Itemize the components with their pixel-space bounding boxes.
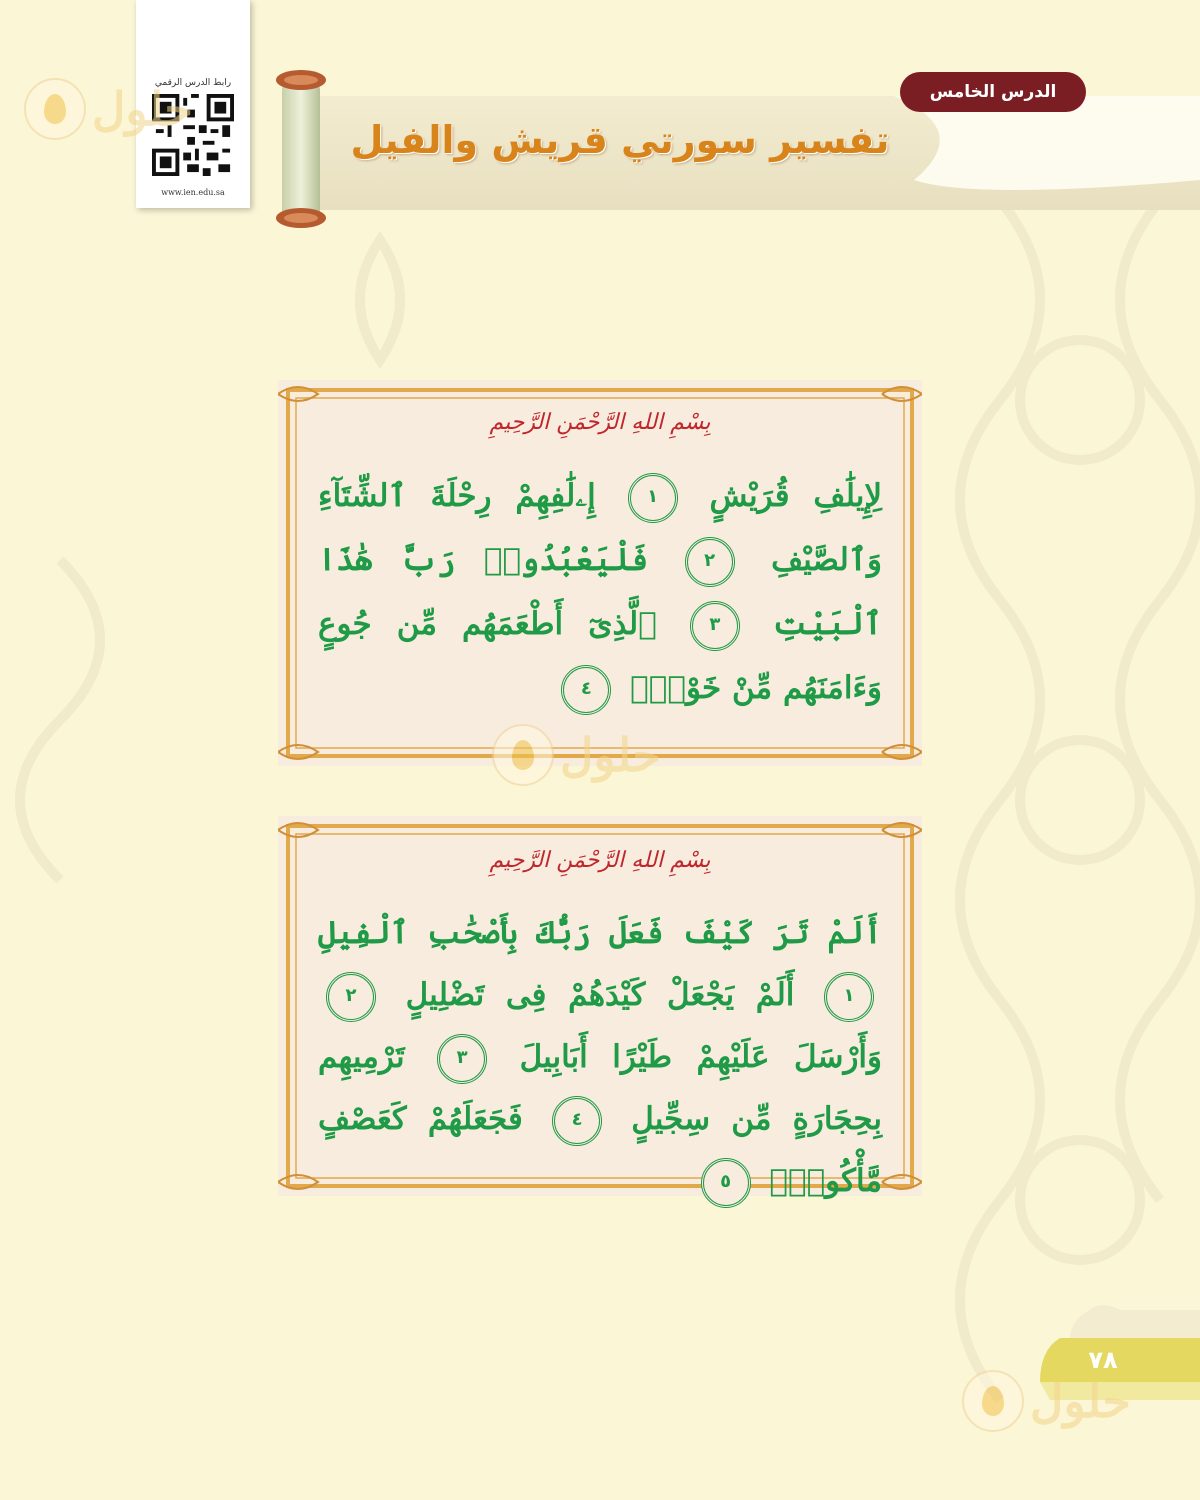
verse-text: فَلْيَعْبُدُوا۟ رَبَّ هَٰذَا ٱلْبَيْتِ: [318, 542, 882, 642]
qr-url: www.ien.edu.sa: [161, 188, 225, 197]
basmala: بِسْمِ اللهِ الرَّحْمَنِ الرَّحِيمِ: [489, 410, 711, 435]
watermark-logo: [492, 724, 661, 786]
verse-number: ٤: [552, 1096, 602, 1146]
verse-number: ١: [824, 972, 874, 1022]
watermark-text: حلول: [560, 728, 661, 782]
watermark-leaf-icon: [492, 724, 554, 786]
verse-text: لِإِيلَٰفِ قُرَيْشٍ: [709, 478, 883, 514]
verse-text: أَلَمْ تَرَ كَيْفَ فَعَلَ رَبُّكَ بِأَصْحَٰبِ ٱلْفِيلِ: [318, 915, 882, 951]
verse-number: ٤: [561, 665, 611, 715]
verse-text: ٱلَّذِىٓ أَطْعَمَهُم مِّن جُوعٍ وَءَامَنَهُم مِّنْ خَوْفٍۭ: [318, 606, 882, 706]
watermark-text: حلول: [1030, 1374, 1131, 1428]
watermark-logo: [24, 78, 193, 140]
verse-number: ٣: [690, 601, 740, 651]
watermark-leaf-icon: [24, 78, 86, 140]
verse-text: تَرْمِيهِم بِحِجَارَةٍ مِّن سِجِّيلٍ: [318, 1039, 882, 1137]
verse-number: ٥: [701, 1158, 751, 1208]
verse-text: أَلَمْ يَجْعَلْ كَيْدَهُمْ فِى تَضْلِيلٍ: [405, 977, 795, 1013]
basmala: بِسْمِ اللهِ الرَّحْمَنِ الرَّحِيمِ: [489, 848, 711, 873]
page-title: تفسير سورتي قريش والفيل: [350, 118, 890, 162]
lesson-badge: الدرس الخامس: [900, 72, 1086, 112]
surah-quraysh-frame: [278, 380, 922, 766]
verses-block: [318, 464, 882, 720]
verse-number: ٢: [685, 537, 735, 587]
watermark-text: حلول: [92, 82, 193, 136]
verse-text: إِۦلَٰفِهِمْ رِحْلَةَ ٱلشِّتَآءِ وَٱلصَّيْفِ: [318, 478, 882, 578]
verse-number: ١: [628, 473, 678, 523]
verse-number: ٣: [437, 1034, 487, 1084]
surah-fil-frame: [278, 816, 922, 1199]
verses-block: [318, 902, 882, 1212]
watermark-leaf-icon: [962, 1370, 1024, 1432]
verse-text: فَجَعَلَهُمْ كَعَصْفٍ مَّأْكُولٍۭ: [318, 1101, 882, 1199]
watermark-logo: [962, 1370, 1131, 1432]
verse-number: ٢: [326, 972, 376, 1022]
qr-caption: رابط الدرس الرقمي: [154, 78, 232, 88]
page-number: ٧٨: [1088, 1346, 1118, 1374]
verse-text: وَأَرْسَلَ عَلَيْهِمْ طَيْرًا أَبَابِيلَ: [519, 1039, 883, 1075]
